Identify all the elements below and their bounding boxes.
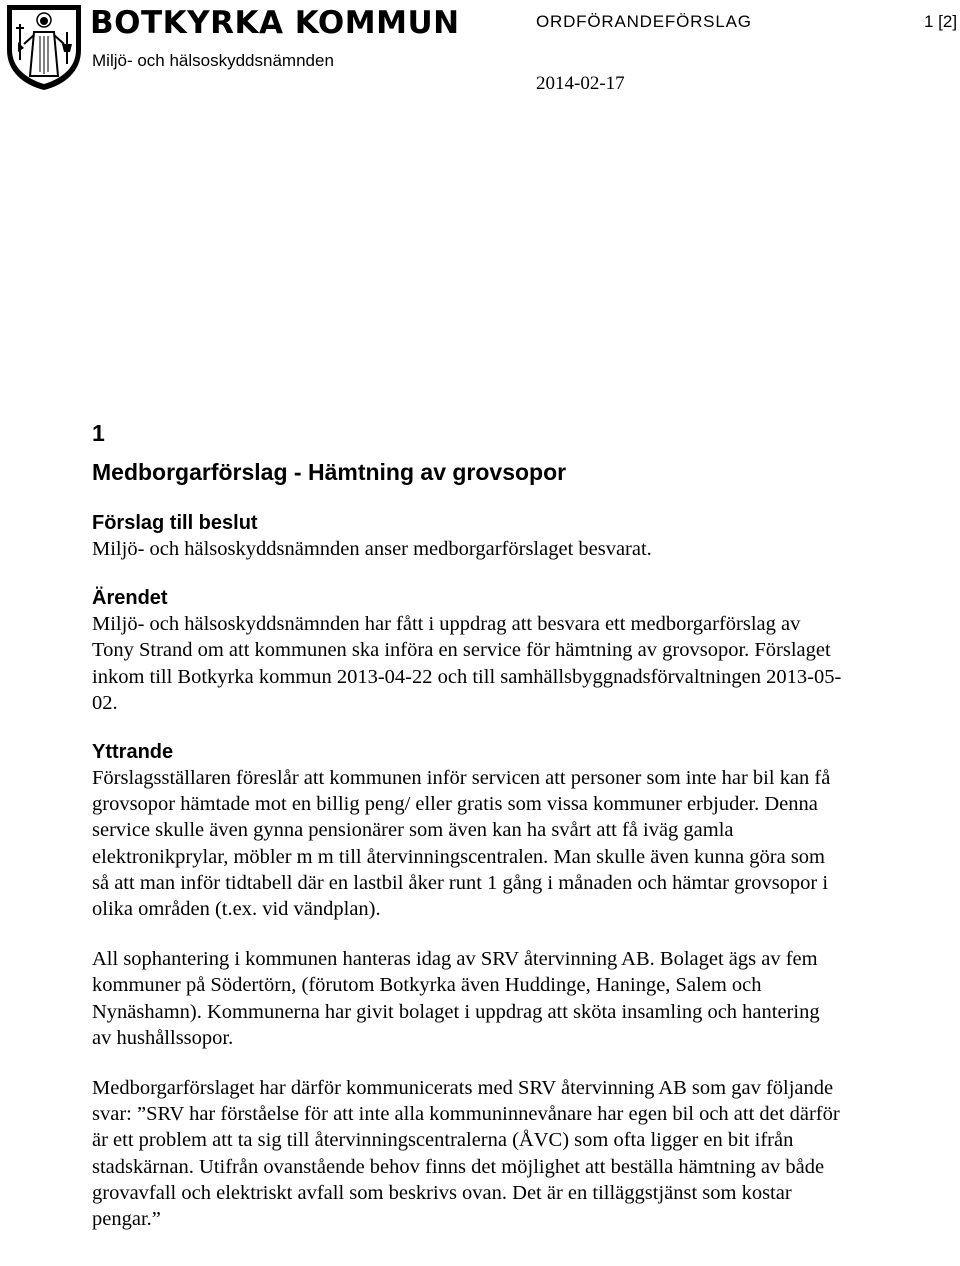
document-type: ORDFÖRANDEFÖRSLAG	[536, 12, 752, 31]
statement-paragraph: Medborgarförslaget har därför kommunicerats med SRV återvinning AB som gav följande svar: ”SRV har förståelse för att inte alla kommuninnevånare har egen bil och att det därför är ett problem att ta sig till återvinningscentralerna (ÅVC) som ofta ligger en bit ifrån stadskärnan. Utifrån ovanstående behov finns det möjlighet att beställa hämtning av både grovavfall och elektriskt avfall som beskrivs ovan. Det är en tilläggstjänst som kostar pengar.”	[92, 1077, 840, 1231]
page-number: 1 [2]	[924, 12, 958, 31]
committee-name: Miljö- och hälsoskyddsnämnden	[92, 51, 334, 70]
proposal-text: Miljö- och hälsoskyddsnämnden anser medborgarförslaget besvarat.	[92, 538, 652, 560]
document-date: 2014-02-17	[536, 73, 625, 94]
proposal-heading: Förslag till beslut	[92, 512, 258, 534]
statement-heading: Yttrande	[92, 741, 174, 764]
item-title: Medborgarförslag - Hämtning av grovsopor	[92, 459, 567, 485]
statement-paragraph: Förslagsställaren föreslår att kommunen inför servicen att personer som inte har bil kan få grovsopor hämtade mot en billig peng/ eller gratis som vissa kommuner erbjuder. Denna service skulle även gynna pensionärer som även kan ha svårt att få iväg gamla elektronikprylar, möbler m m till återvinningscentralen. Man skulle även kunna göra som så att man inför tidtabell där en lastbil åker runt 1 gång i månaden och hämtar grovsopor i olika områden (t.ex. vid vändplan).	[92, 767, 831, 921]
matter-text: Miljö- och hälsoskyddsnämnden har fått i uppdrag att besvara ett medborgarförslag av Tony Strand om att kommunen ska införa en service för hämtning av grovsopor. Förslaget inkom till Botkyrka kommun 2013-04-22 och till samhällsbyggnadsförvaltningen 2013-05-02.	[92, 613, 842, 714]
coat-of-arms-icon	[4, 2, 84, 92]
municipality-name: BOTKYRKA KOMMUN	[90, 5, 460, 41]
document-body	[92, 418, 844, 1232]
statement-paragraph: All sophantering i kommunen hanteras idag av SRV återvinning AB. Bolaget ägs av fem kommuner på Södertörn, (förutom Botkyrka även Huddinge, Haninge, Salem och Nynäshamn). Kommunerna har givit bolaget i uppdrag att sköta insamling och hantering av hushållssopor.	[92, 948, 820, 1049]
matter-heading: Ärendet	[92, 587, 168, 610]
item-number: 1	[92, 420, 105, 446]
